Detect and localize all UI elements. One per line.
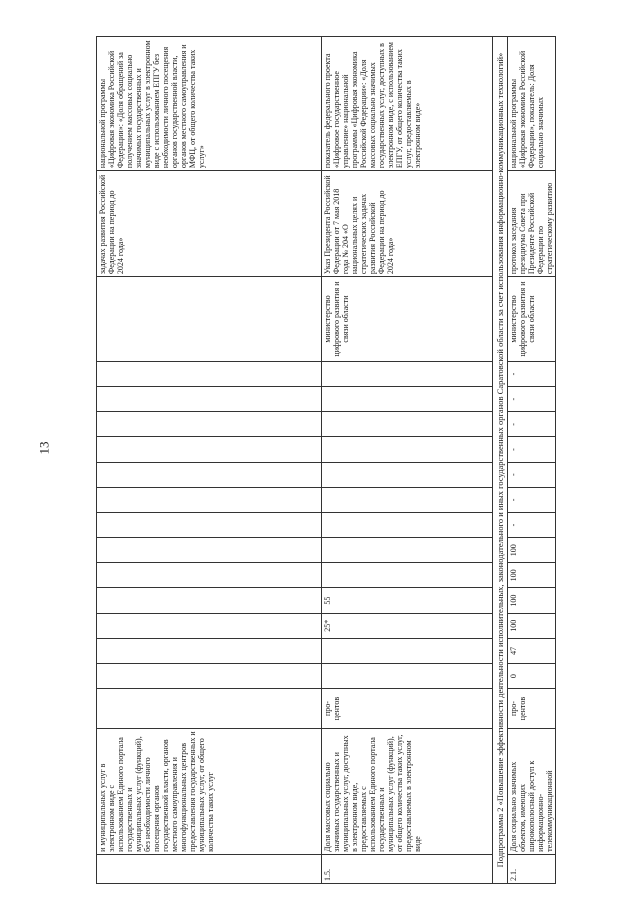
cell-note: показатель федерального проекта «Цифровое государственное управление» национальной программы «Цифровая экономика Российской Федерации»: «Доля массовых социально значимых государственных услуг, доступных в электронном виде, с использованием ЕПГУ, от общего количества таких услуг, предоставляемых в электронном виде»: [322, 37, 493, 171]
cell-no: 1.5.: [322, 854, 493, 883]
cell-value: [97, 563, 322, 588]
cell-value: [322, 412, 493, 437]
cell-responsible: министерство цифрового развития и связи области: [508, 277, 556, 362]
cell-value: [97, 412, 322, 437]
cell-value: 25*: [322, 613, 493, 638]
cell-value: [97, 361, 322, 386]
indicators-table: [96, 36, 556, 884]
cell-value: [322, 638, 493, 663]
cell-value: -: [508, 387, 556, 412]
cell-no: 2.1.: [508, 854, 556, 883]
cell-value: [97, 613, 322, 638]
table-row-2-1: [508, 37, 556, 884]
table-viewport: [96, 36, 552, 884]
cell-value: [97, 437, 322, 462]
cell-value: -: [508, 512, 556, 537]
cell-responsible: министерство цифрового развития и связи области: [322, 277, 493, 362]
cell-unit: про-центов: [508, 689, 556, 729]
cell-value: 100: [508, 538, 556, 563]
cell-value: [97, 538, 322, 563]
cell-value: [322, 361, 493, 386]
cell-value: -: [508, 412, 556, 437]
cell-value: [322, 462, 493, 487]
cell-value: [97, 512, 322, 537]
cell-responsible: [97, 277, 322, 362]
cell-document: задачах развития Российской Федерации на период до 2024 года»: [97, 171, 322, 277]
table-row-1-5: [322, 37, 493, 884]
cell-unit: про-центов: [322, 689, 493, 729]
cell-value: [322, 387, 493, 412]
cell-value: [322, 437, 493, 462]
cell-value: -: [508, 437, 556, 462]
cell-value: [97, 487, 322, 512]
subprogram-title: Подпрограмма 2 «Повышение эффективности деятельности исполнительных, законодательного и иных государственных органов Саратовской области за счет использования информационно-коммуникационных технологий»: [493, 37, 508, 884]
cell-document: Указ Президента Российской Федерации от 7 мая 2018 года № 204 «О национальных целях и стратегических задачах развития Российской Федерации на период до 2024 года»: [322, 171, 493, 277]
cell-value: [322, 563, 493, 588]
cell-value: [97, 664, 322, 689]
cell-note: национальной программы «Цифровая экономика Российской Федерации», показатель: Доля социально значимых: [508, 37, 556, 171]
cell-document: протокол заседания президиума Совета при Президенте Российской Федерации по стратегическому развитию: [508, 171, 556, 277]
cell-value: [97, 387, 322, 412]
subprogram-header-row: [493, 37, 508, 884]
cell-value: [97, 638, 322, 663]
cell-value: 47: [508, 638, 556, 663]
rotated-page: [96, 36, 552, 884]
cell-value: 100: [508, 613, 556, 638]
cell-value: [97, 462, 322, 487]
cell-no: [97, 854, 322, 883]
cell-value: 0: [508, 664, 556, 689]
cell-name: Доля социально значимых объектов, имеющих широкополосный доступ к информационно-телекоммуникационной: [508, 728, 556, 854]
cell-value: 100: [508, 588, 556, 613]
cell-note: национальной программы «Цифровая экономика Российской Федерации»: «Доля обращений за получением массовых социально значимых государственных и муниципальных услуг в электронном виде с использованием ЕПГУ без необходимости личного посещения органов государственной власти, органов местного самоуправления и МФЦ, от общего количества таких услуг»: [97, 37, 322, 171]
cell-value: [322, 512, 493, 537]
cell-value: -: [508, 361, 556, 386]
cell-name: и муниципальных услуг в электронном виде с использованием Единого портала государственных и муниципальных услуг (функций), без необходимости личного посещения органов государственной власти, органов местного самоуправления и многофункциональных центров предоставления государственных и муниципальных услуг, от общего количества таких услуг: [97, 728, 322, 854]
cell-value: [322, 538, 493, 563]
cell-value: [322, 664, 493, 689]
cell-value: 55: [322, 588, 493, 613]
cell-value: [322, 487, 493, 512]
cell-value: [97, 588, 322, 613]
page-number: 13: [36, 441, 52, 455]
cell-value: -: [508, 487, 556, 512]
cell-unit: [97, 689, 322, 729]
cell-name: Доля массовых социально значимых государственных и муниципальных услуг, доступных в электронном виде, предоставляемых с использованием Единого портала государственных и муниципальных услуг (функций), от общего количества таких услуг, предоставляемых в электронном виде: [322, 728, 493, 854]
cell-value: -: [508, 462, 556, 487]
cell-value: 100: [508, 563, 556, 588]
table-row-continued: [97, 37, 322, 884]
